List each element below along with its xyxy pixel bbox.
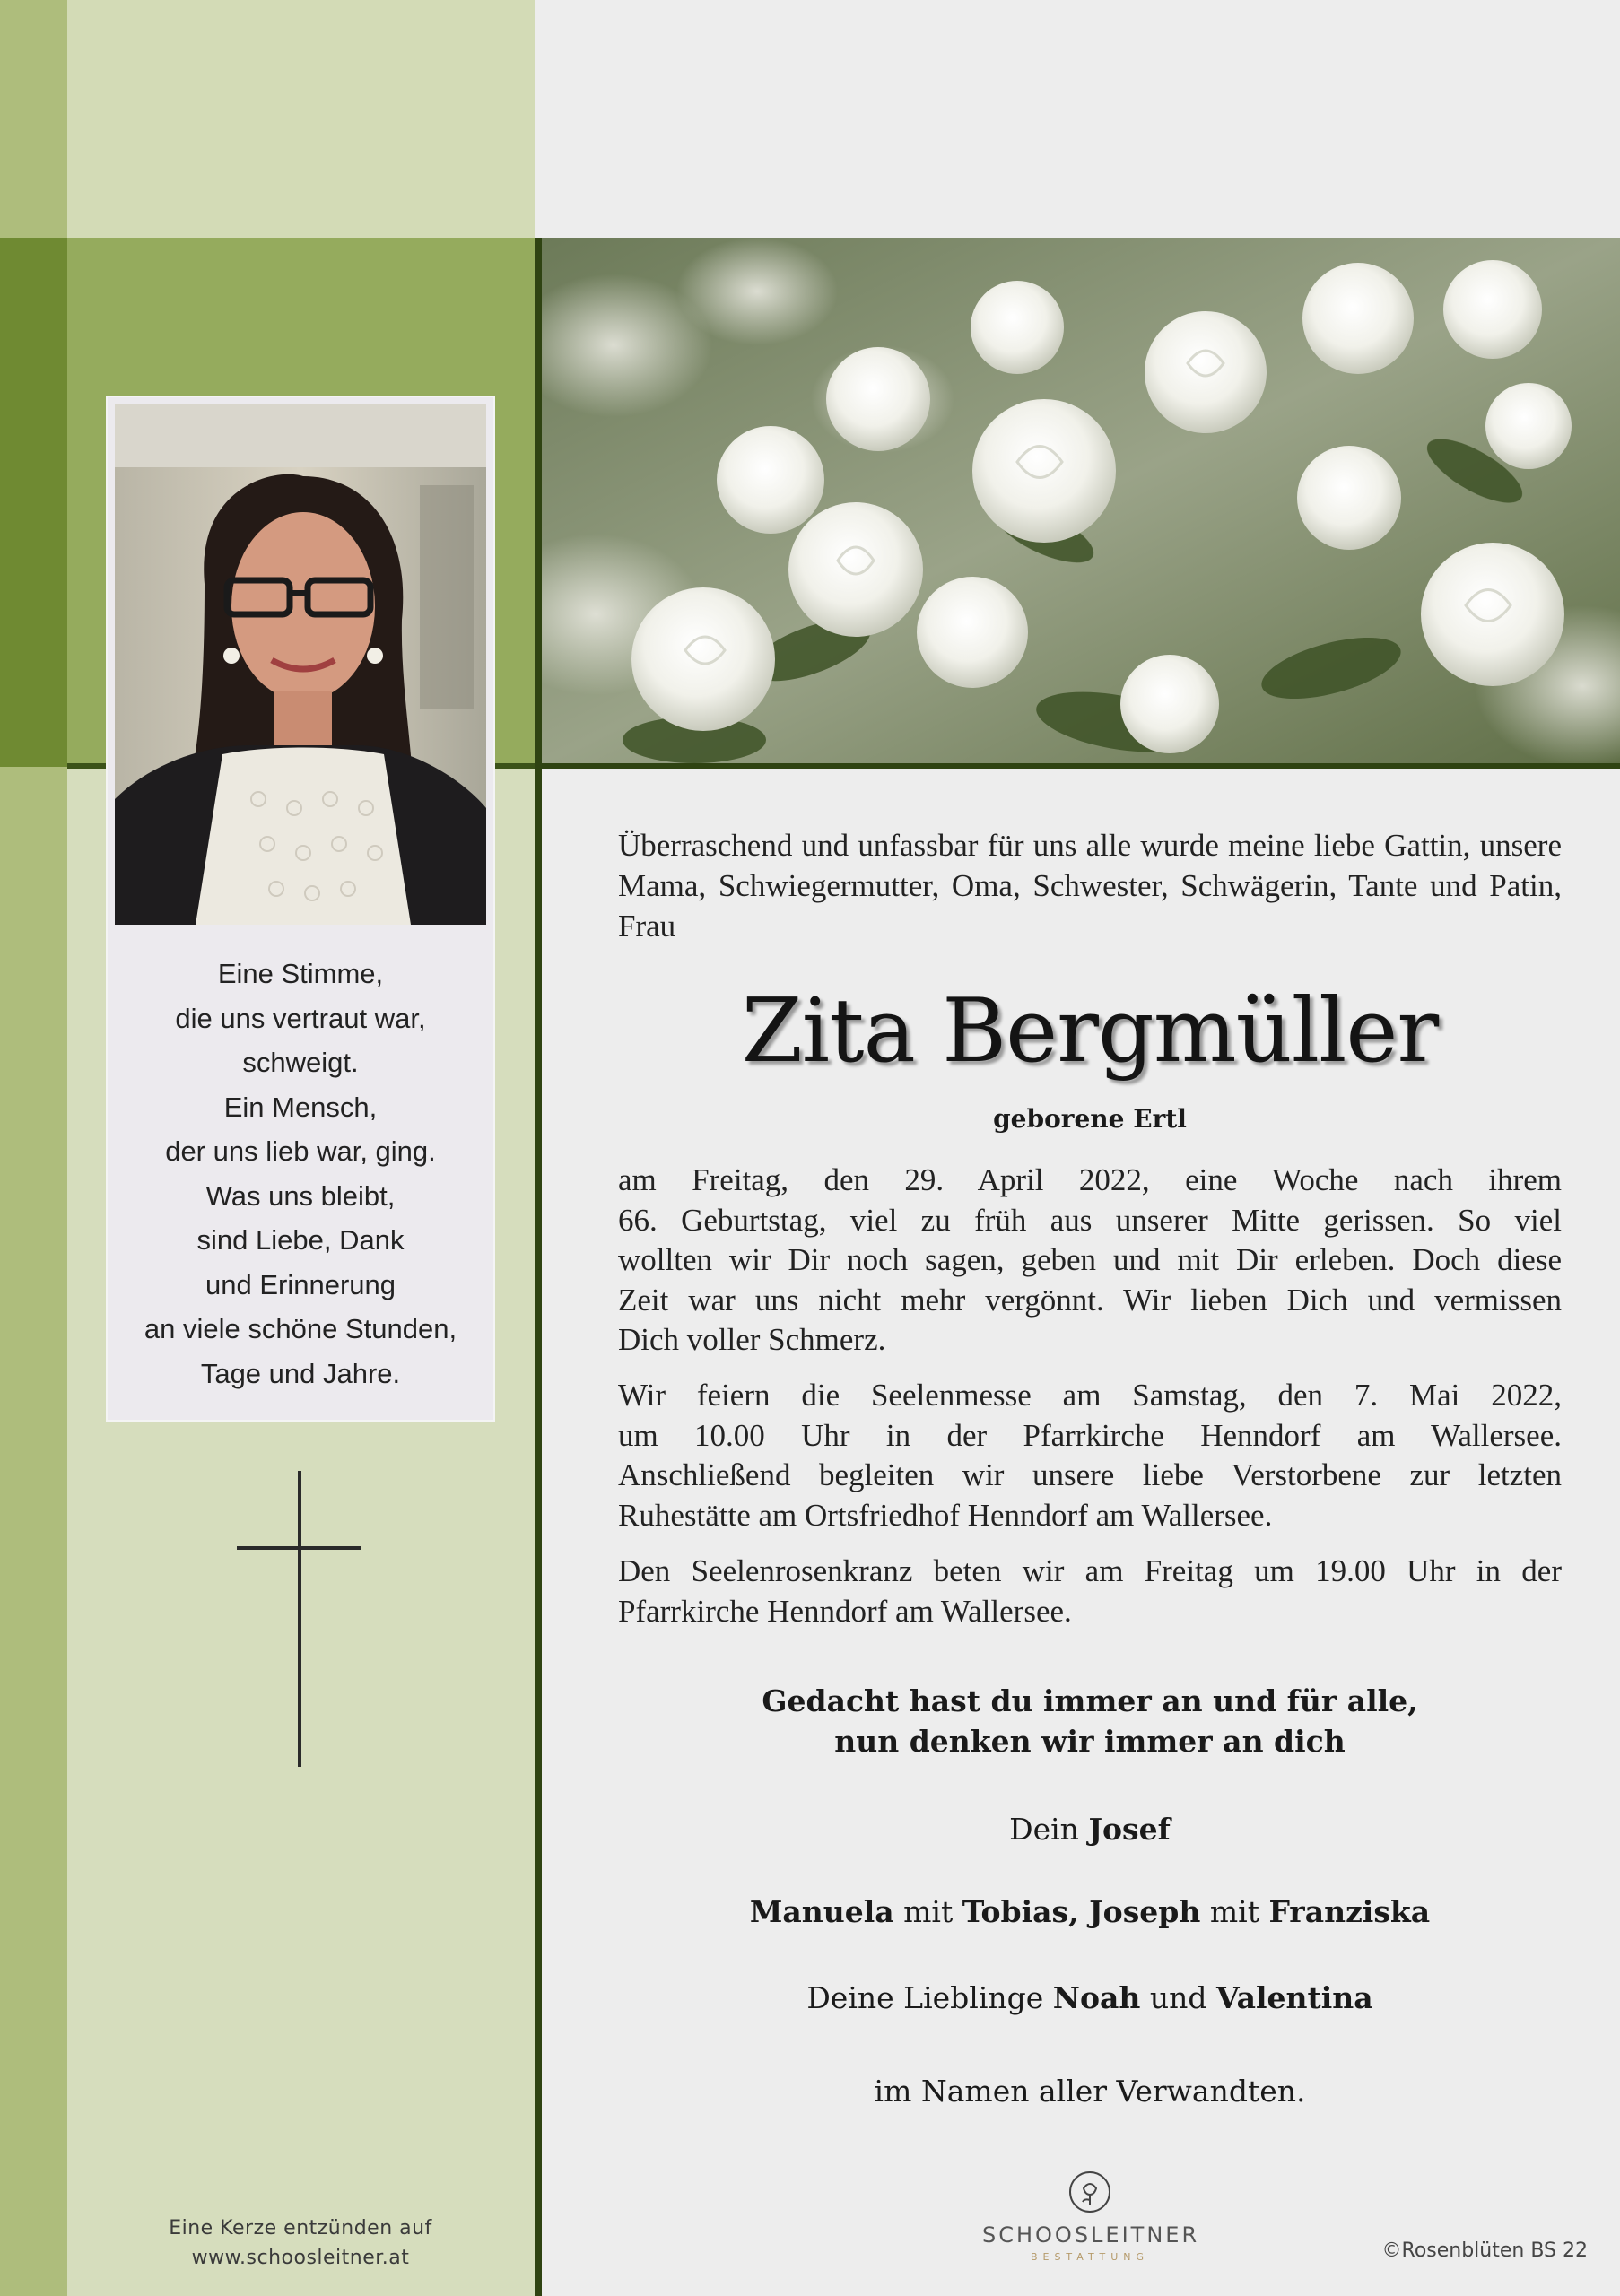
portrait-card [108,397,493,1420]
text-line: Anschließend begleiten wir unsere liebe Verstorbene zur letzten [618,1457,1562,1492]
poem-line: Eine Stimme, [217,958,384,989]
signature-husband [618,1810,1562,1849]
candle-text: Eine Kerze entzünden auf [169,2217,432,2239]
signature-relatives: im Namen aller Verwandten. [874,2074,1306,2109]
signature-grandchildren [618,1979,1562,2018]
memorial-quote [618,1681,1562,1761]
image-credit: ©Rosenblüten BS 22 [1381,2239,1588,2262]
signature-name: Noah [1052,1980,1141,2015]
text-line: am Freitag, den 29. April 2022, eine Woche nach ihrem [618,1162,1562,1197]
rosary-paragraph [618,1552,1562,1631]
signature-name: Tobias, Joseph [962,1894,1201,1929]
poem-line: und Erinnerung [205,1268,396,1300]
text-line: um 10.00 Uhr in der Pfarrkirche Henndorf am Wallersee. [618,1417,1562,1453]
funeral-home-logo [982,2169,1198,2263]
text-line: 66. Geburtstag, viel zu früh aus unserer Mitte gerissen. So viel [618,1202,1562,1238]
logo-name: SCHOOSLEITNER [982,2222,1200,2248]
poem [108,952,493,1396]
sidebar-band-mid-outer [0,238,67,767]
poem-line: die uns vertraut war, [175,1002,426,1034]
rose-icon [1067,2169,1113,2215]
candle-link-block [135,2213,466,2273]
logo-subtitle: BESTATTUNG [1030,2251,1150,2263]
text-line: Den Seelenrosenkranz beten wir am Freitag um 19.00 Uhr in der [618,1553,1562,1588]
signature-name: Valentina [1216,1980,1373,2015]
text-line: Ruhestätte am Ortsfriedhof Henndorf am Wallersee. [618,1497,1273,1533]
poem-line: Ein Mensch, [223,1091,378,1123]
signature-children [618,1892,1562,1932]
divider-vertical [535,238,542,2296]
text-line: Pfarrkirche Henndorf am Wallersee. [618,1593,1072,1629]
sidebar-band-top-outer [0,0,67,238]
sidebar-band-top-inner [67,0,535,238]
poem-line: sind Liebe, Dank [196,1224,405,1256]
sidebar-band-low-outer [0,767,67,2296]
signature-text: Dein [1009,1812,1079,1847]
cross-icon [235,1471,361,1767]
signature-text: mit [903,1894,954,1929]
signature-text: mit [1209,1894,1259,1929]
text-line: wollten wir Dir noch sagen, geben und mit Dir erleben. Doch diese [618,1242,1562,1277]
signature-name: Franziska [1268,1894,1431,1929]
poem-line: der uns lieb war, ging. [165,1135,436,1167]
mass-paragraph [618,1376,1562,1535]
deceased-name: Zita Bergmüller [741,980,1439,1083]
text-line: Dich voller Schmerz. [618,1322,886,1357]
white-roses-image [542,238,1620,763]
signature-text: Deine Lieblinge [806,1980,1044,2015]
maiden-name: geborene Ertl [993,1104,1187,1134]
divider-horizontal-right [542,763,1620,769]
portrait-photo [115,404,486,925]
poem-line: schweigt. [242,1047,359,1078]
text-line: Zeit war uns nicht mehr vergönnt. Wir lieben Dich und vermissen [618,1282,1562,1318]
quote-line: nun denken wir immer an dich [834,1724,1346,1759]
signature-name: Josef [1088,1812,1171,1847]
poem-line: an viele schöne Stunden, [144,1313,457,1344]
candle-website-link[interactable]: www.schoosleitner.at [191,2247,410,2269]
text-line: Wir feiern die Seelenmesse am Samstag, den 7. Mai 2022, [618,1378,1562,1413]
signature-text: und [1149,1980,1207,2015]
quote-line: Gedacht hast du immer an und für alle, [762,1683,1418,1718]
signature-name: Manuela [749,1894,894,1929]
poem-line: Was uns bleibt, [205,1179,396,1212]
death-paragraph [618,1161,1562,1361]
poem-line: Tage und Jahre. [200,1357,401,1389]
intro-text: Überraschend und unfassbar für uns alle wurde meine liebe Gattin, unsere Mama, Schwiegermutter, Oma, Schwester, Schwägerin, Tante und Patin, Frau [618,828,1562,944]
